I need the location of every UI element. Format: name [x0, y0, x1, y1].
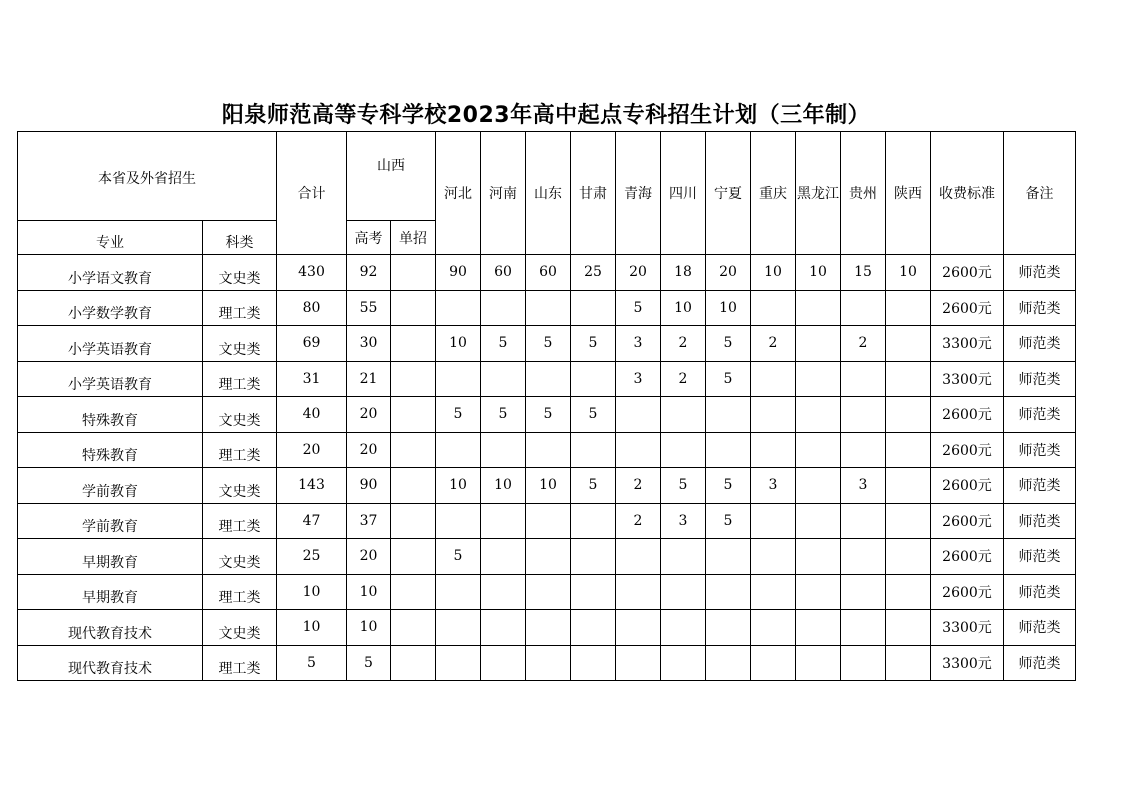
- province-quota-cell: [796, 503, 841, 539]
- province-quota-cell: [751, 432, 796, 468]
- category-cell: 文史类: [203, 468, 277, 504]
- province-quota-cell: [886, 503, 931, 539]
- province-quota-cell: [751, 290, 796, 326]
- total-cell: 80: [277, 290, 347, 326]
- major-cell: 小学数学教育: [18, 290, 203, 326]
- province-quota-cell: [481, 503, 526, 539]
- table-row: [18, 610, 1076, 646]
- province-quota-cell: 3: [661, 503, 706, 539]
- table-row: [18, 397, 1076, 433]
- major-cell: 特殊教育: [18, 397, 203, 433]
- note-cell: 师范类: [1004, 503, 1076, 539]
- total-cell: 31: [277, 361, 347, 397]
- category-cell: 文史类: [203, 539, 277, 575]
- total-cell: 430: [277, 255, 347, 291]
- major-cell: 现代教育技术: [18, 645, 203, 681]
- fee-cell: 2600元: [931, 255, 1004, 291]
- gaokao-cell: 10: [347, 610, 391, 646]
- province-header: 河南: [481, 132, 526, 255]
- note-cell: 师范类: [1004, 361, 1076, 397]
- province-header: 黑龙江: [796, 132, 841, 255]
- province-quota-cell: [796, 539, 841, 575]
- province-quota-cell: [796, 610, 841, 646]
- header-row-1: [18, 132, 1076, 221]
- province-quota-cell: 10: [436, 468, 481, 504]
- province-quota-cell: [886, 326, 931, 362]
- province-quota-cell: 2: [841, 326, 886, 362]
- major-cell: 小学英语教育: [18, 326, 203, 362]
- province-quota-cell: [796, 326, 841, 362]
- province-quota-cell: [481, 574, 526, 610]
- province-quota-cell: [706, 539, 751, 575]
- category-cell: 文史类: [203, 255, 277, 291]
- note-cell: 师范类: [1004, 290, 1076, 326]
- table-row: [18, 645, 1076, 681]
- province-quota-cell: 3: [616, 326, 661, 362]
- province-quota-cell: [751, 574, 796, 610]
- danzhao-cell: [391, 255, 436, 291]
- gaokao-header: 高考: [347, 221, 391, 255]
- province-quota-cell: 15: [841, 255, 886, 291]
- province-quota-cell: 60: [481, 255, 526, 291]
- note-cell: 师范类: [1004, 468, 1076, 504]
- province-quota-cell: 5: [481, 326, 526, 362]
- province-quota-cell: 10: [481, 468, 526, 504]
- province-quota-cell: [706, 610, 751, 646]
- province-header: 甘肃: [571, 132, 616, 255]
- fee-cell: 3300元: [931, 326, 1004, 362]
- note-header: 备注: [1004, 132, 1076, 255]
- province-quota-cell: [526, 503, 571, 539]
- province-header: 山东: [526, 132, 571, 255]
- total-cell: 40: [277, 397, 347, 433]
- province-quota-cell: [706, 432, 751, 468]
- gaokao-cell: 21: [347, 361, 391, 397]
- province-quota-cell: [526, 574, 571, 610]
- province-quota-cell: 5: [616, 290, 661, 326]
- province-quota-cell: 2: [751, 326, 796, 362]
- total-header: 合计: [277, 132, 347, 255]
- province-quota-cell: 5: [661, 468, 706, 504]
- table-row: [18, 361, 1076, 397]
- province-quota-cell: [796, 432, 841, 468]
- province-quota-cell: [481, 290, 526, 326]
- total-cell: 10: [277, 610, 347, 646]
- province-quota-cell: [571, 610, 616, 646]
- total-cell: 25: [277, 539, 347, 575]
- gaokao-cell: 20: [347, 539, 391, 575]
- province-quota-cell: [796, 290, 841, 326]
- danzhao-cell: [391, 503, 436, 539]
- province-quota-cell: [751, 361, 796, 397]
- major-cell: 小学英语教育: [18, 361, 203, 397]
- page-title: 阳泉师范高等专科学校2023年高中起点专科招生计划（三年制）: [221, 103, 871, 128]
- fee-cell: 3300元: [931, 645, 1004, 681]
- province-quota-cell: [481, 645, 526, 681]
- note-cell: 师范类: [1004, 326, 1076, 362]
- province-quota-cell: [841, 290, 886, 326]
- province-quota-cell: [481, 539, 526, 575]
- major-cell: 小学语文教育: [18, 255, 203, 291]
- fee-cell: 2600元: [931, 539, 1004, 575]
- province-quota-cell: [571, 503, 616, 539]
- province-quota-cell: [841, 645, 886, 681]
- shanxi-header: 山西: [347, 132, 436, 221]
- province-quota-cell: [841, 432, 886, 468]
- province-quota-cell: [796, 468, 841, 504]
- province-quota-cell: 5: [571, 397, 616, 433]
- province-quota-cell: 90: [436, 255, 481, 291]
- danzhao-cell: [391, 290, 436, 326]
- province-quota-cell: 5: [436, 539, 481, 575]
- note-cell: 师范类: [1004, 610, 1076, 646]
- gaokao-cell: 55: [347, 290, 391, 326]
- danzhao-cell: [391, 610, 436, 646]
- danzhao-cell: [391, 539, 436, 575]
- province-quota-cell: [886, 610, 931, 646]
- major-header: 专业: [18, 221, 203, 255]
- province-quota-cell: 5: [526, 326, 571, 362]
- province-quota-cell: [796, 361, 841, 397]
- note-cell: 师范类: [1004, 255, 1076, 291]
- province-quota-cell: 5: [571, 326, 616, 362]
- province-quota-cell: [886, 574, 931, 610]
- province-quota-cell: [841, 397, 886, 433]
- total-cell: 10: [277, 574, 347, 610]
- danzhao-cell: [391, 397, 436, 433]
- province-quota-cell: [841, 539, 886, 575]
- province-quota-cell: [436, 432, 481, 468]
- province-quota-cell: [436, 610, 481, 646]
- province-quota-cell: [481, 610, 526, 646]
- category-cell: 理工类: [203, 290, 277, 326]
- danzhao-header: 单招: [391, 221, 436, 255]
- province-quota-cell: [796, 397, 841, 433]
- gaokao-cell: 5: [347, 645, 391, 681]
- fee-cell: 2600元: [931, 290, 1004, 326]
- province-quota-cell: 3: [751, 468, 796, 504]
- province-quota-cell: [616, 610, 661, 646]
- province-quota-cell: [661, 539, 706, 575]
- province-quota-cell: 5: [706, 361, 751, 397]
- province-quota-cell: [526, 432, 571, 468]
- category-cell: 理工类: [203, 645, 277, 681]
- major-cell: 早期教育: [18, 574, 203, 610]
- province-header: 重庆: [751, 132, 796, 255]
- province-quota-cell: [841, 361, 886, 397]
- note-cell: 师范类: [1004, 432, 1076, 468]
- category-cell: 文史类: [203, 610, 277, 646]
- danzhao-cell: [391, 432, 436, 468]
- province-quota-cell: [571, 539, 616, 575]
- province-quota-cell: [661, 610, 706, 646]
- gaokao-cell: 92: [347, 255, 391, 291]
- fee-cell: 2600元: [931, 574, 1004, 610]
- province-quota-cell: 5: [706, 326, 751, 362]
- province-quota-cell: 2: [661, 326, 706, 362]
- province-quota-cell: [436, 645, 481, 681]
- province-quota-cell: [616, 432, 661, 468]
- province-quota-cell: [706, 645, 751, 681]
- province-quota-cell: 5: [436, 397, 481, 433]
- province-quota-cell: [751, 503, 796, 539]
- province-quota-cell: [751, 645, 796, 681]
- province-quota-cell: 25: [571, 255, 616, 291]
- enrollment-plan-table: [17, 131, 1076, 681]
- province-quota-cell: [526, 645, 571, 681]
- province-quota-cell: 5: [571, 468, 616, 504]
- province-quota-cell: [661, 645, 706, 681]
- province-quota-cell: [616, 645, 661, 681]
- fee-cell: 3300元: [931, 610, 1004, 646]
- table-row: [18, 326, 1076, 362]
- province-header: 陕西: [886, 132, 931, 255]
- gaokao-cell: 20: [347, 432, 391, 468]
- province-quota-cell: 2: [661, 361, 706, 397]
- province-quota-cell: [886, 539, 931, 575]
- province-quota-cell: 10: [886, 255, 931, 291]
- province-quota-cell: 60: [526, 255, 571, 291]
- province-header: 四川: [661, 132, 706, 255]
- province-quota-cell: [751, 397, 796, 433]
- province-quota-cell: 10: [751, 255, 796, 291]
- fee-cell: 2600元: [931, 468, 1004, 504]
- province-quota-cell: [436, 361, 481, 397]
- corner-header-label: 本省及外省招生: [98, 171, 196, 187]
- province-quota-cell: [706, 397, 751, 433]
- major-cell: 学前教育: [18, 503, 203, 539]
- province-quota-cell: 5: [706, 468, 751, 504]
- province-quota-cell: 5: [526, 397, 571, 433]
- province-quota-cell: [436, 503, 481, 539]
- province-quota-cell: [751, 539, 796, 575]
- province-quota-cell: [886, 645, 931, 681]
- major-cell: 现代教育技术: [18, 610, 203, 646]
- province-quota-cell: 5: [481, 397, 526, 433]
- province-quota-cell: [616, 539, 661, 575]
- table-row: [18, 574, 1076, 610]
- province-quota-cell: [886, 397, 931, 433]
- table-row: [18, 539, 1076, 575]
- category-cell: 理工类: [203, 432, 277, 468]
- danzhao-cell: [391, 326, 436, 362]
- province-quota-cell: 20: [616, 255, 661, 291]
- province-quota-cell: 10: [706, 290, 751, 326]
- province-quota-cell: [661, 397, 706, 433]
- province-quota-cell: [526, 610, 571, 646]
- province-quota-cell: [436, 290, 481, 326]
- total-cell: 143: [277, 468, 347, 504]
- table-row: [18, 290, 1076, 326]
- province-quota-cell: [841, 574, 886, 610]
- province-quota-cell: 3: [841, 468, 886, 504]
- province-quota-cell: [661, 432, 706, 468]
- province-quota-cell: 10: [436, 326, 481, 362]
- province-header: 宁夏: [706, 132, 751, 255]
- province-quota-cell: [796, 645, 841, 681]
- province-quota-cell: [886, 468, 931, 504]
- fee-header: 收费标准: [931, 132, 1004, 255]
- province-quota-cell: [706, 574, 751, 610]
- province-quota-cell: [481, 361, 526, 397]
- province-quota-cell: [796, 574, 841, 610]
- province-quota-cell: [616, 574, 661, 610]
- province-quota-cell: [571, 645, 616, 681]
- total-cell: 5: [277, 645, 347, 681]
- table-row: [18, 468, 1076, 504]
- gaokao-cell: 10: [347, 574, 391, 610]
- province-quota-cell: 10: [796, 255, 841, 291]
- table-row: [18, 432, 1076, 468]
- province-quota-cell: [751, 610, 796, 646]
- province-quota-cell: 3: [616, 361, 661, 397]
- table-row: [18, 255, 1076, 291]
- fee-cell: 2600元: [931, 503, 1004, 539]
- total-cell: 69: [277, 326, 347, 362]
- gaokao-cell: 30: [347, 326, 391, 362]
- corner-header-cell: [18, 132, 277, 221]
- category-header: 科类: [203, 221, 277, 255]
- province-quota-cell: [571, 432, 616, 468]
- danzhao-cell: [391, 361, 436, 397]
- category-cell: 理工类: [203, 503, 277, 539]
- category-cell: 理工类: [203, 361, 277, 397]
- note-cell: 师范类: [1004, 574, 1076, 610]
- province-quota-cell: 2: [616, 503, 661, 539]
- province-quota-cell: 10: [661, 290, 706, 326]
- province-header: 河北: [436, 132, 481, 255]
- province-quota-cell: [526, 290, 571, 326]
- note-cell: 师范类: [1004, 539, 1076, 575]
- province-quota-cell: [436, 574, 481, 610]
- total-cell: 20: [277, 432, 347, 468]
- province-quota-cell: [616, 397, 661, 433]
- fee-cell: 3300元: [931, 361, 1004, 397]
- province-quota-cell: [886, 290, 931, 326]
- province-quota-cell: [571, 290, 616, 326]
- province-quota-cell: [886, 361, 931, 397]
- gaokao-cell: 20: [347, 397, 391, 433]
- category-cell: 文史类: [203, 397, 277, 433]
- province-quota-cell: [841, 610, 886, 646]
- fee-cell: 2600元: [931, 397, 1004, 433]
- province-quota-cell: [481, 432, 526, 468]
- province-quota-cell: [661, 574, 706, 610]
- danzhao-cell: [391, 468, 436, 504]
- province-header: 贵州: [841, 132, 886, 255]
- province-quota-cell: [841, 503, 886, 539]
- province-quota-cell: 18: [661, 255, 706, 291]
- province-quota-cell: 2: [616, 468, 661, 504]
- province-quota-cell: 20: [706, 255, 751, 291]
- major-cell: 学前教育: [18, 468, 203, 504]
- province-header: 青海: [616, 132, 661, 255]
- province-quota-cell: [526, 361, 571, 397]
- category-cell: 文史类: [203, 326, 277, 362]
- fee-cell: 2600元: [931, 432, 1004, 468]
- gaokao-cell: 90: [347, 468, 391, 504]
- note-cell: 师范类: [1004, 397, 1076, 433]
- province-quota-cell: 5: [706, 503, 751, 539]
- province-quota-cell: [886, 432, 931, 468]
- danzhao-cell: [391, 645, 436, 681]
- note-cell: 师范类: [1004, 645, 1076, 681]
- category-cell: 理工类: [203, 574, 277, 610]
- total-cell: 47: [277, 503, 347, 539]
- table-row: [18, 503, 1076, 539]
- province-quota-cell: 10: [526, 468, 571, 504]
- province-quota-cell: [571, 574, 616, 610]
- province-quota-cell: [526, 539, 571, 575]
- province-quota-cell: [571, 361, 616, 397]
- danzhao-cell: [391, 574, 436, 610]
- major-cell: 早期教育: [18, 539, 203, 575]
- major-cell: 特殊教育: [18, 432, 203, 468]
- gaokao-cell: 37: [347, 503, 391, 539]
